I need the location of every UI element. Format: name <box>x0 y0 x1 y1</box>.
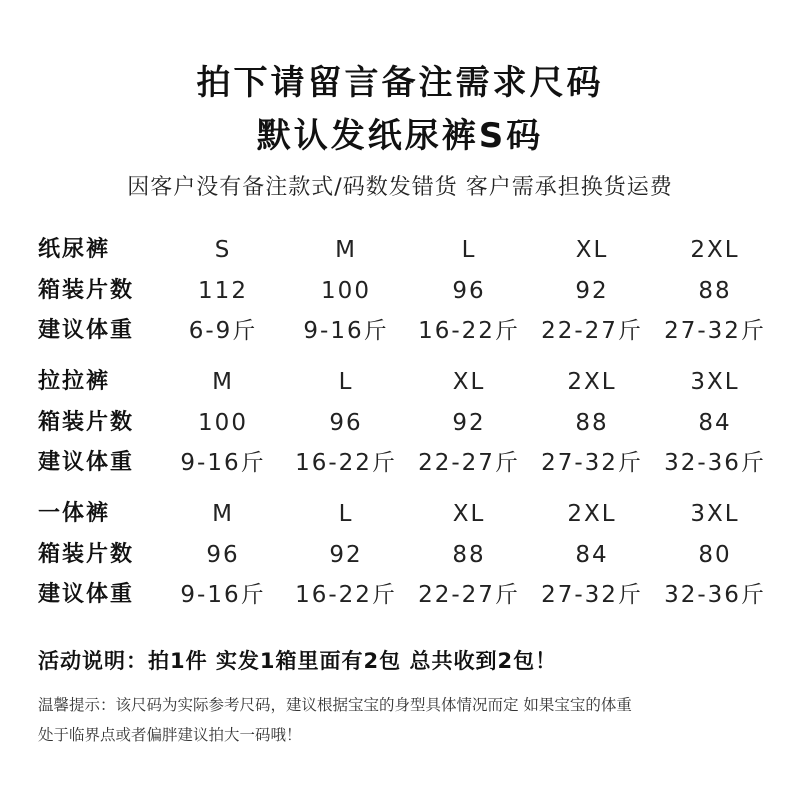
product-name: 拉拉裤 <box>38 369 111 394</box>
weight-cell: 16-22斤 <box>295 582 397 608</box>
count-row <box>38 403 778 443</box>
activity-description: 活动说明：拍1件 实发1箱里面有2包 总共收到2包！ <box>38 649 558 673</box>
notice-text: 因客户没有备注款式/码数发错货 客户需承担换货运费 <box>127 175 673 200</box>
count-row <box>38 535 778 575</box>
count-label: 箱装片数 <box>38 278 135 303</box>
size-cell: 3XL <box>690 501 740 527</box>
count-cell: 92 <box>452 410 486 436</box>
tip-line-1: 温馨提示：该尺码为实际参考尺码，建议根据宝宝的身型具体情况而定 如果宝宝的体重 <box>38 696 632 714</box>
count-cell: 96 <box>329 410 363 436</box>
size-cell: M <box>212 501 234 527</box>
weight-cell: 32-36斤 <box>664 450 766 476</box>
count-cell: 84 <box>575 542 609 568</box>
size-cell: XL <box>575 237 609 263</box>
weight-row <box>38 575 778 615</box>
size-row <box>38 230 778 270</box>
size-cell: L <box>461 237 477 263</box>
count-label: 箱装片数 <box>38 542 135 567</box>
weight-label: 建议体重 <box>38 582 135 607</box>
title-line-1: 拍下请留言备注需求尺码 <box>196 63 604 103</box>
tip-line-2: 处于临界点或者偏胖建议拍大一码哦！ <box>38 726 302 744</box>
size-cell: L <box>338 369 354 395</box>
size-row <box>38 494 778 534</box>
weight-cell: 32-36斤 <box>664 582 766 608</box>
count-cell: 100 <box>198 410 248 436</box>
count-row <box>38 271 778 311</box>
size-cell: 2XL <box>690 237 740 263</box>
size-cell: L <box>338 501 354 527</box>
size-cell: 3XL <box>690 369 740 395</box>
weight-cell: 16-22斤 <box>295 450 397 476</box>
product-name: 一体裤 <box>38 501 111 526</box>
size-row <box>38 362 778 402</box>
weight-cell: 9-16斤 <box>180 582 266 608</box>
size-cell: XL <box>452 369 486 395</box>
count-cell: 80 <box>698 542 732 568</box>
count-label: 箱装片数 <box>38 410 135 435</box>
count-cell: 88 <box>698 278 732 304</box>
size-cell: M <box>335 237 357 263</box>
weight-cell: 27-32斤 <box>664 318 766 344</box>
count-cell: 84 <box>698 410 732 436</box>
product-name: 纸尿裤 <box>38 237 111 262</box>
size-cell: S <box>214 237 232 263</box>
size-tip <box>38 690 778 750</box>
weight-cell: 22-27斤 <box>418 582 520 608</box>
weight-label: 建议体重 <box>38 318 135 343</box>
weight-cell: 9-16斤 <box>180 450 266 476</box>
weight-cell: 6-9斤 <box>188 318 258 344</box>
count-cell: 112 <box>198 278 248 304</box>
size-cell: XL <box>452 501 486 527</box>
count-cell: 96 <box>452 278 486 304</box>
count-cell: 88 <box>452 542 486 568</box>
count-cell: 92 <box>575 278 609 304</box>
count-cell: 100 <box>321 278 371 304</box>
title-line-2: 默认发纸尿裤S码 <box>256 116 544 156</box>
weight-row <box>38 443 778 483</box>
weight-cell: 22-27斤 <box>541 318 643 344</box>
size-cell: M <box>212 369 234 395</box>
weight-cell: 16-22斤 <box>418 318 520 344</box>
count-cell: 92 <box>329 542 363 568</box>
weight-cell: 9-16斤 <box>303 318 389 344</box>
size-cell: 2XL <box>567 369 617 395</box>
weight-label: 建议体重 <box>38 450 135 475</box>
weight-row <box>38 311 778 351</box>
count-cell: 96 <box>206 542 240 568</box>
weight-cell: 27-32斤 <box>541 450 643 476</box>
weight-cell: 27-32斤 <box>541 582 643 608</box>
count-cell: 88 <box>575 410 609 436</box>
size-cell: 2XL <box>567 501 617 527</box>
weight-cell: 22-27斤 <box>418 450 520 476</box>
